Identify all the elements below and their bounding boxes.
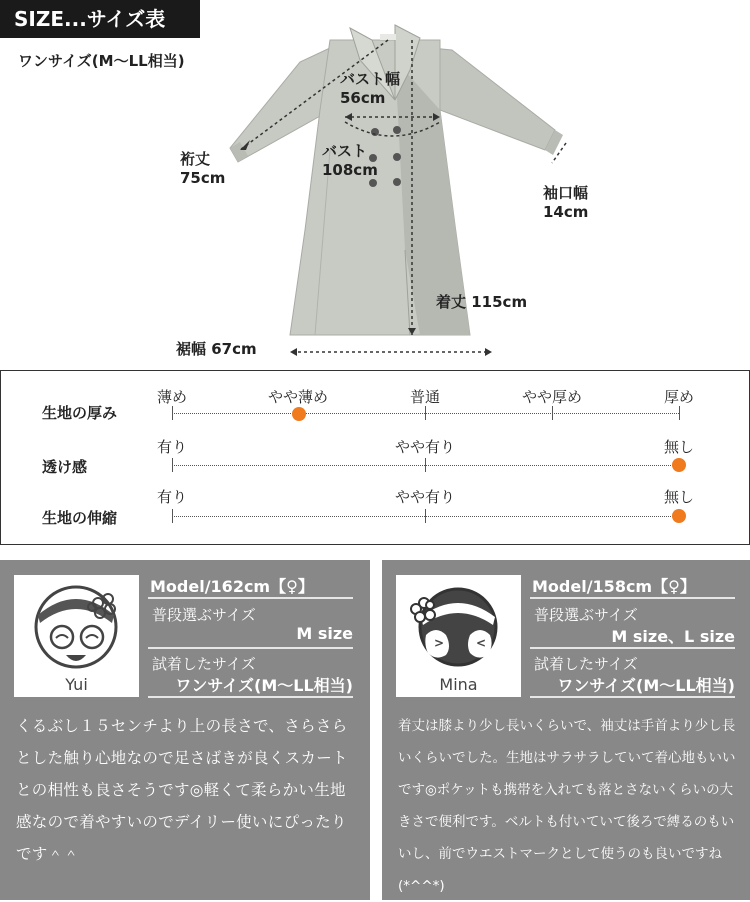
tried-size-value: ワンサイズ(M〜LL相当) xyxy=(175,676,353,695)
scale-tick xyxy=(552,406,553,420)
thickness-marker xyxy=(292,407,306,421)
yuki-measure: 裄丈 75cm xyxy=(180,150,226,187)
bust-measure: バスト 108cm xyxy=(322,142,378,179)
model-comment: くるぶし１５センチより上の長さで、さらさらとした触り心地なので足さばきが良くスカートとの相性も良さそうです◎軽くて柔らかい生地感なので着やすいのでデイリー使いにぴったりです＾＾ xyxy=(16,717,348,863)
model-panel-yui xyxy=(0,560,370,900)
tried-size-label: 試着したサイズ xyxy=(152,655,256,673)
model-panel-mina xyxy=(382,560,750,900)
usual-size-value: M size xyxy=(296,624,353,643)
length-measure: 着丈 115cm xyxy=(436,293,528,311)
transparency-label: 透け感 xyxy=(42,458,88,476)
scale-tick xyxy=(172,458,173,472)
divider xyxy=(530,597,735,599)
section-title: SIZE...サイズ表 xyxy=(0,0,200,38)
svg-text:<: < xyxy=(476,636,487,650)
scale-label: 有り xyxy=(156,488,188,506)
cuff-measure: 袖口幅 14cm xyxy=(543,184,589,221)
usual-size-label: 普段選ぶサイズ xyxy=(152,606,256,624)
model-name: Yui xyxy=(65,675,88,694)
scale-label: 有り xyxy=(156,438,188,456)
bust-width-measure: バスト幅 56cm xyxy=(340,70,401,107)
divider xyxy=(530,647,735,649)
size-note: ワンサイズ(M〜LL相当) xyxy=(18,52,185,70)
scale-label: 普通 xyxy=(409,388,441,406)
model-face-icon xyxy=(14,575,139,675)
coat-illustration xyxy=(0,0,750,370)
stretch-marker xyxy=(672,509,686,523)
scale-tick xyxy=(425,406,426,420)
model-face-icon xyxy=(396,575,521,675)
model-header: Model/158cm【♀】 xyxy=(532,577,696,596)
thickness-label: 生地の厚み xyxy=(42,404,118,422)
usual-size-label: 普段選ぶサイズ xyxy=(534,606,638,624)
scale-tick xyxy=(172,509,173,523)
scale-tick xyxy=(679,406,680,420)
scale-label: 薄め xyxy=(156,388,188,406)
hem-measure: 裾幅 67cm xyxy=(176,340,257,358)
svg-text:>: > xyxy=(434,636,445,650)
divider xyxy=(148,696,353,698)
stretch-label: 生地の伸縮 xyxy=(42,509,118,527)
tried-size-label: 試着したサイズ xyxy=(534,655,638,673)
transparency-marker xyxy=(672,458,686,472)
scale-label: やや薄め xyxy=(267,388,329,406)
divider xyxy=(148,647,353,649)
scale-label: やや有り xyxy=(394,438,456,456)
scale-tick xyxy=(425,509,426,523)
scale-label: 厚め xyxy=(663,388,695,406)
model-name: Mina xyxy=(439,675,478,694)
usual-size-value: M size、L size xyxy=(611,627,735,646)
model-comment: 着丈は膝より少し長いくらいで、袖丈は手首より少し長いくらいでした。生地はサラサラしていて着心地もいいです◎ポケットも携帯を入れても落とさないくらいの大きさで便利です。ベルトも付いていて後ろで縛るのもいいし、前でウエストマークとして使うのも良いですね(*^^*) xyxy=(398,718,736,894)
divider xyxy=(530,696,735,698)
divider xyxy=(148,597,353,599)
avatar-yui xyxy=(14,575,139,697)
avatar-mina xyxy=(396,575,521,697)
scale-label: やや厚め xyxy=(521,388,583,406)
scale-label: 無し xyxy=(663,438,695,456)
scale-tick xyxy=(425,458,426,472)
model-header: Model/162cm【♀】 xyxy=(150,577,314,596)
scale-label: やや有り xyxy=(394,488,456,506)
scale-label: 無し xyxy=(663,488,695,506)
tried-size-value: ワンサイズ(M〜LL相当) xyxy=(557,676,735,695)
scale-tick xyxy=(172,406,173,420)
